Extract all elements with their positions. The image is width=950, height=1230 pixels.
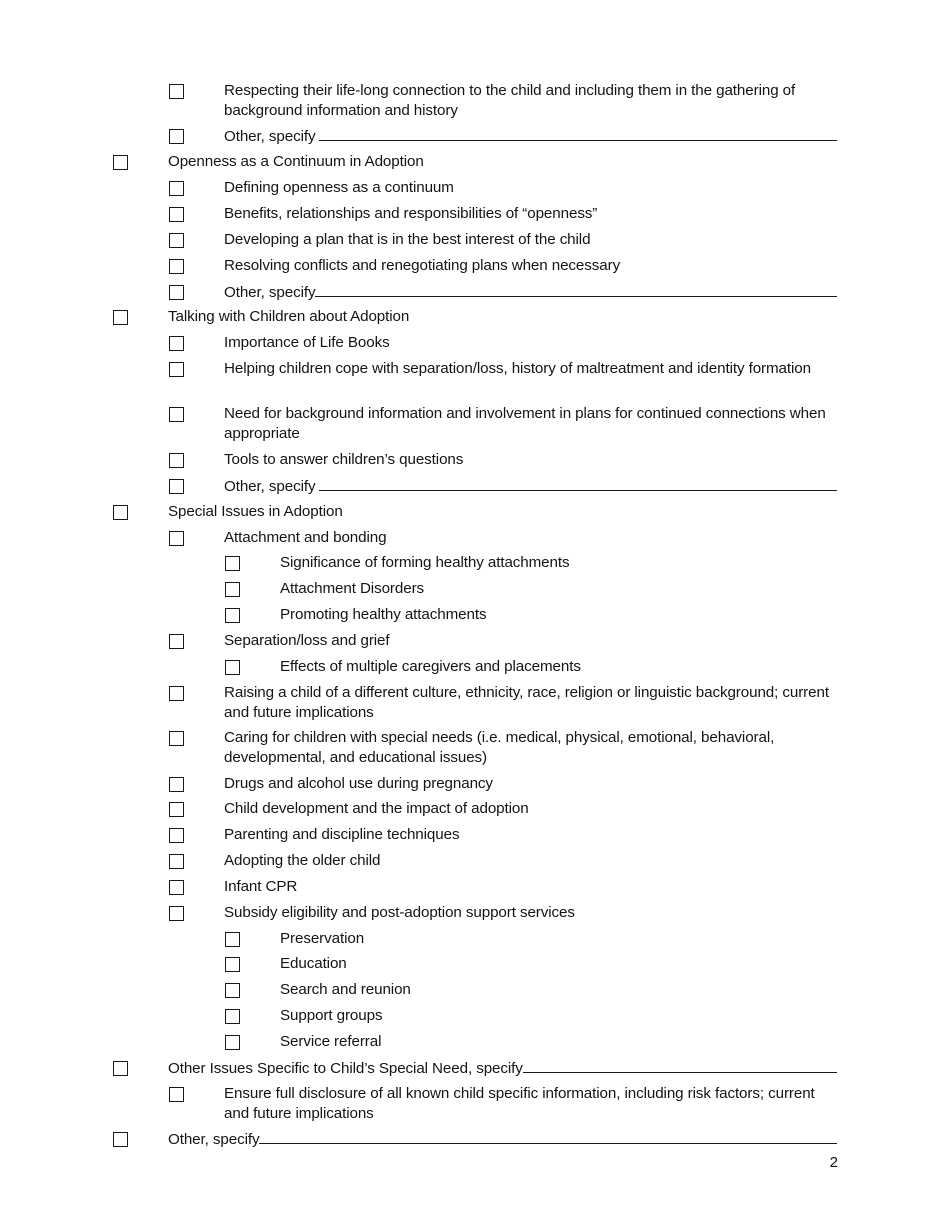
checklist-item-label: Other, specify [168, 1131, 260, 1148]
checklist-item-label: Other, specify [224, 284, 316, 301]
checklist-item-label: Subsidy eligibility and post-adoption support services [224, 904, 575, 921]
checklist-item-label: Other, specify [224, 478, 316, 495]
checkbox[interactable] [225, 932, 240, 947]
specify-line[interactable] [523, 1058, 837, 1073]
checklist-item-label: Child development and the impact of adoption [224, 800, 529, 817]
checkbox[interactable] [169, 336, 184, 351]
checklist-item-label: Attachment Disorders [280, 580, 425, 597]
checklist-item-label: Importance of Life Books [224, 334, 390, 351]
checkbox[interactable] [169, 407, 184, 422]
checklist-item-label: Benefits, relationships and responsibilities of “openness” [224, 205, 598, 222]
specify-line[interactable] [259, 1129, 837, 1144]
checkbox[interactable] [169, 1087, 184, 1102]
specify-line[interactable] [315, 282, 837, 297]
checklist-item-label: Attachment and bonding [224, 529, 387, 546]
checkbox[interactable] [113, 1061, 128, 1076]
checkbox[interactable] [169, 207, 184, 222]
checkbox[interactable] [169, 181, 184, 196]
checklist-item-label: Other Issues Specific to Child’s Special Need, specify [168, 1060, 523, 1077]
page-number: 2 [829, 1154, 838, 1171]
checklist-item-label: Raising a child of a different culture, ethnicity, race, religion or linguistic background; current and future implications [224, 684, 829, 721]
checkbox[interactable] [169, 634, 184, 649]
checkbox[interactable] [169, 686, 184, 701]
specify-line[interactable] [319, 476, 837, 491]
checkbox[interactable] [113, 1132, 128, 1147]
checkbox[interactable] [169, 777, 184, 792]
checkbox[interactable] [169, 233, 184, 248]
checkbox[interactable] [169, 362, 184, 377]
checkbox[interactable] [169, 285, 184, 300]
checkbox[interactable] [169, 129, 184, 144]
checkbox[interactable] [169, 531, 184, 546]
checklist-item-label: Ensure full disclosure of all known child specific information, including risk factors; current and future implications [224, 1085, 815, 1122]
checklist-item-label: Support groups [280, 1007, 383, 1024]
checklist-item-label: Service referral [280, 1033, 382, 1050]
checkbox[interactable] [169, 731, 184, 746]
checkbox[interactable] [225, 1035, 240, 1050]
checklist-item-label: Developing a plan that is in the best interest of the child [224, 231, 591, 248]
checkbox[interactable] [225, 556, 240, 571]
checkbox[interactable] [113, 505, 128, 520]
checklist-item-label: Tools to answer children’s questions [224, 451, 464, 468]
checklist-item-label: Separation/loss and grief [224, 632, 390, 649]
checkbox[interactable] [169, 880, 184, 895]
specify-line[interactable] [319, 126, 837, 141]
checklist-item-label: Drugs and alcohol use during pregnancy [224, 775, 493, 792]
checkbox[interactable] [169, 453, 184, 468]
checklist-item-label: Adopting the older child [224, 852, 381, 869]
checkbox[interactable] [169, 854, 184, 869]
checkbox[interactable] [113, 155, 128, 170]
checklist-item-label: Resolving conflicts and renegotiating plans when necessary [224, 257, 621, 274]
checklist-item-label: Special Issues in Adoption [168, 503, 343, 520]
checkbox[interactable] [113, 310, 128, 325]
checklist-item-label: Significance of forming healthy attachments [280, 554, 570, 571]
checklist-item-label: Helping children cope with separation/loss, history of maltreatment and identity formation [224, 360, 811, 377]
checklist-item-label: Talking with Children about Adoption [168, 308, 410, 325]
checkbox[interactable] [225, 957, 240, 972]
checkbox[interactable] [169, 259, 184, 274]
checklist-item-label: Effects of multiple caregivers and placements [280, 658, 581, 675]
checklist-item-label: Preservation [280, 930, 365, 947]
checkbox[interactable] [225, 660, 240, 675]
checkbox[interactable] [169, 802, 184, 817]
checklist-item-label: Other, specify [224, 128, 316, 145]
checklist-item-label: Need for background information and involvement in plans for continued connections when appropriate [224, 405, 826, 442]
checkbox[interactable] [225, 1009, 240, 1024]
checkbox[interactable] [169, 479, 184, 494]
checkbox[interactable] [169, 906, 184, 921]
checklist-item-label: Infant CPR [224, 878, 298, 895]
checkbox[interactable] [225, 608, 240, 623]
checklist-item-label: Openness as a Continuum in Adoption [168, 153, 424, 170]
checklist-item-label: Caring for children with special needs (i.e. medical, physical, emotional, behavioral, developmental, and educational issues) [224, 729, 775, 766]
checklist-item-label: Search and reunion [280, 981, 411, 998]
checkbox[interactable] [225, 582, 240, 597]
checklist-item-label: Promoting healthy attachments [280, 606, 487, 623]
checklist-item-label: Parenting and discipline techniques [224, 826, 460, 843]
checklist-item-label: Education [280, 955, 347, 972]
checkbox[interactable] [169, 828, 184, 843]
checklist-item-label: Respecting their life-long connection to the child and including them in the gathering of background information and history [224, 82, 796, 119]
checkbox[interactable] [225, 983, 240, 998]
checkbox[interactable] [169, 84, 184, 99]
checklist-item-label: Defining openness as a continuum [224, 179, 454, 196]
